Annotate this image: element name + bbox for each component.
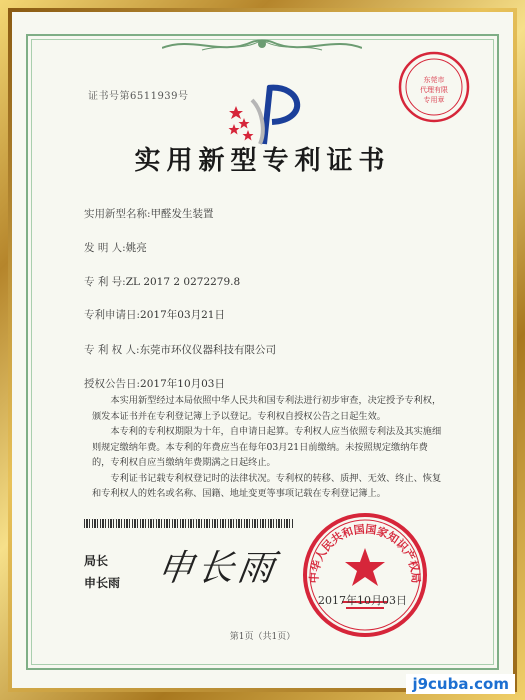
field-grant-date — [84, 376, 225, 391]
top-ornament-icon — [162, 34, 362, 56]
field-label: 授权公告日: — [84, 378, 141, 390]
field-application-date — [84, 307, 225, 322]
field-value: 2017年03月21日 — [140, 309, 225, 321]
field-inventor — [84, 240, 147, 255]
agency-seal-icon — [397, 50, 471, 124]
office-seal-icon — [300, 510, 430, 640]
field-label: 发 明 人: — [84, 242, 126, 254]
watermark: j9cuba.com — [406, 674, 515, 694]
field-label: 专 利 权 人: — [84, 344, 140, 356]
field-patentee — [84, 342, 276, 357]
field-value: 姚亮 — [125, 242, 147, 254]
field-value: 甲醛发生装置 — [150, 208, 214, 220]
svg-text:代理有限: 代理有限 — [420, 86, 448, 94]
body-paragraph: 本专利的专利权期限为十年，自申请日起算。专利权人应当依照专利法及其实施细则规定缴纳年费。本专利的年费应当在每年03月21日前缴纳。未按照规定缴纳年费的，专利权自应当缴纳年费期满之日起终止。 — [92, 426, 442, 468]
svg-text:东莞市: 东莞市 — [423, 76, 445, 84]
page-number: 第1页（共1页） — [229, 632, 296, 642]
certificate-number: 证书号第6511939号 — [88, 91, 189, 102]
director-signature: 申长雨 — [154, 548, 281, 589]
barcode-icon — [84, 519, 294, 528]
svg-text:中华人民共和国国家知识产权局: 中华人民共和国国家知识产权局 — [307, 522, 423, 584]
field-value: 东莞市环仪仪器科技有限公司 — [139, 344, 277, 356]
field-value: 2017年10月03日 — [140, 378, 225, 390]
certificate-body — [92, 393, 442, 502]
field-label: 专利申请日: — [84, 309, 141, 321]
body-paragraph: 本实用新型经过本局依照中华人民共和国专利法进行初步审查，决定授予专利权，颁发本证书并在专利登记簿上予以登记。专利权自授权公告之日起生效。 — [92, 395, 442, 422]
field-utility-name — [84, 206, 214, 221]
director-name: 申长雨 — [84, 576, 121, 590]
certificate-title: 实用新型专利证书 — [134, 146, 391, 176]
body-paragraph: 专利证书记载专利权登记时的法律状况。专利权的转移、质押、无效、终止、恢复和专利权人的姓名或名称、国籍、地址变更等事项记载在专利登记簿上。 — [92, 472, 442, 499]
svg-text:专用章: 专用章 — [423, 96, 445, 104]
seal-date: 2017年10月03日 — [318, 594, 407, 607]
field-label: 专 利 号: — [84, 276, 126, 288]
field-patent-number — [84, 274, 240, 289]
field-value: ZL 2017 2 0272279.8 — [125, 276, 241, 288]
field-label: 实用新型名称: — [84, 208, 151, 220]
director-label: 局长 — [84, 554, 109, 568]
